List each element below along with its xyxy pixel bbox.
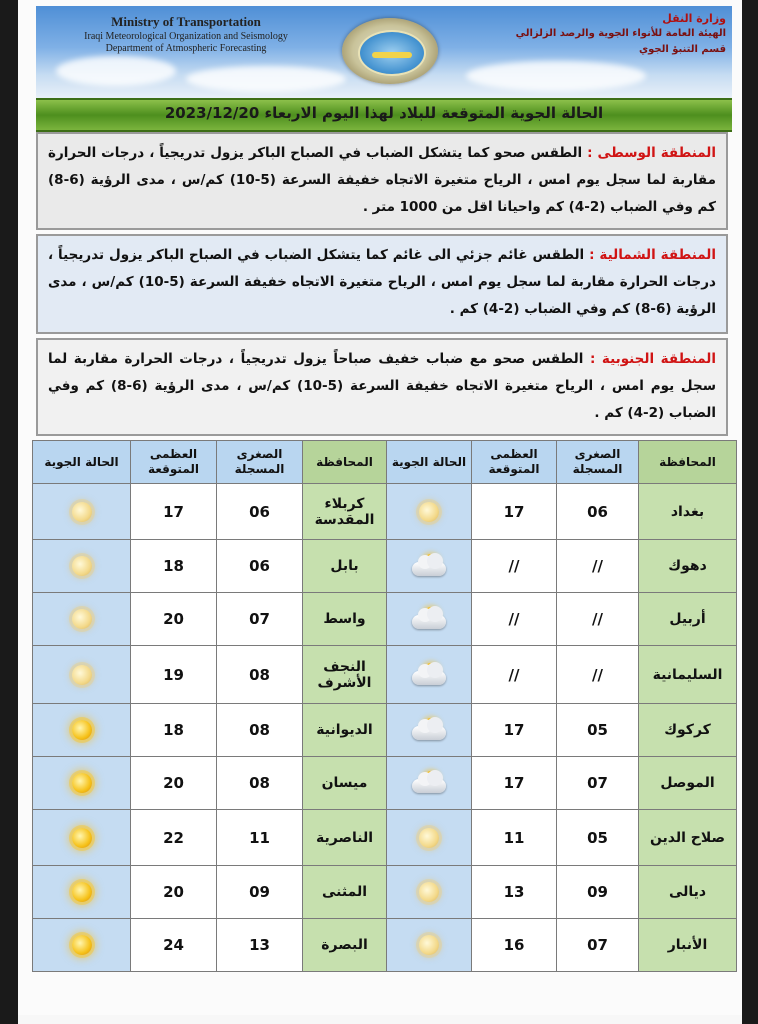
hazy-sun-icon (419, 882, 439, 902)
table-row (33, 704, 737, 757)
min-temp: // (557, 646, 639, 704)
hazy-sun-icon (419, 502, 439, 522)
max-temp: 16 (472, 919, 557, 972)
max-temp: 17 (472, 704, 557, 757)
partly-cloudy-icon (409, 604, 449, 634)
region-forecast: الطقس غائم جزئي الى غائم كما يتشكل الضباب في الصباح الباكر يزول تدريجياً ، درجات الحرارة مقاربة لما سجل يوم امس ، الرياح متغيرة الاتجاه خفيفة السرعة (5-10) كم/س ، مدى الرؤية (6-8) كم وفي الضباب (2-4) كم . (48, 247, 716, 317)
min-temp: 06 (217, 540, 303, 593)
partly-cloudy-icon (409, 660, 449, 690)
max-temp: // (472, 646, 557, 704)
header-max: العظمى المتوقعة (472, 441, 557, 484)
governorate-name: النجف الأشرف (303, 646, 387, 704)
sun-icon (62, 877, 102, 907)
ministry-name-en: Ministry of Transportation (111, 14, 261, 29)
min-temp: 07 (557, 757, 639, 810)
region-name: المنطقة الجنوبية : (589, 351, 716, 367)
header-max: العظمى المتوقعة (131, 441, 217, 484)
governorate-name: البصرة (303, 919, 387, 972)
governorate-name: الديوانية (303, 704, 387, 757)
region-name: المنطقة الشمالية : (589, 247, 716, 263)
max-temp: 11 (472, 810, 557, 866)
min-temp: 06 (557, 484, 639, 540)
min-temp: // (557, 540, 639, 593)
cloud-icon (412, 779, 446, 793)
governorate-name: ميسان (303, 757, 387, 810)
weather-state (387, 810, 472, 866)
weather-state (33, 704, 131, 757)
min-temp: 05 (557, 810, 639, 866)
max-temp: 17 (131, 484, 217, 540)
weather-state (387, 646, 472, 704)
governorate-name: كربلاء المقدسة (303, 484, 387, 540)
bulletin-title: الحالة الجوية المتوقعة للبلاد لهذا اليوم الاربعاء 2023/12/20 (164, 104, 604, 122)
cloud-icon (412, 615, 446, 629)
sun-icon (72, 720, 92, 740)
partly-cloudy-icon (409, 551, 449, 581)
organization-name-ar: الهيئة العامة للأنواء الجوية والرصد الزلزالي (515, 28, 726, 39)
pale-sun-icon (409, 930, 449, 960)
organization-logo (342, 18, 438, 84)
logo-wave (372, 52, 412, 58)
english-header (36, 14, 336, 54)
governorate-forecast-table (32, 440, 737, 972)
weather-state (387, 540, 472, 593)
header-cloud (186, 66, 346, 92)
weather-state (387, 757, 472, 810)
pale-sun-icon (409, 823, 449, 853)
sun-icon (62, 768, 102, 798)
min-temp: 13 (217, 919, 303, 972)
hazy-sun-icon (72, 609, 92, 629)
header-cloud (466, 61, 646, 91)
sun-icon (62, 823, 102, 853)
pale-sun-icon (62, 660, 102, 690)
hazy-sun-icon (419, 828, 439, 848)
header-cloud (56, 56, 176, 86)
max-temp: 18 (131, 704, 217, 757)
partly-cloudy-icon (409, 768, 449, 798)
hazy-sun-icon (72, 502, 92, 522)
header-min: الصغرى المسجلة (217, 441, 303, 484)
governorate-name: الناصرية (303, 810, 387, 866)
cloud-icon (412, 671, 446, 685)
logo-globe (358, 30, 426, 76)
min-temp: 09 (217, 866, 303, 919)
min-temp: 05 (557, 704, 639, 757)
governorate-name: بغداد (639, 484, 737, 540)
weather-state (33, 540, 131, 593)
region-north (36, 234, 728, 334)
table-row (33, 540, 737, 593)
organization-name-en: Iraqi Meteorological Organization and Seismology (84, 31, 288, 42)
max-temp: 20 (131, 757, 217, 810)
max-temp: 19 (131, 646, 217, 704)
weather-state (387, 866, 472, 919)
min-temp: 07 (557, 919, 639, 972)
table-row (33, 646, 737, 704)
weather-state (33, 646, 131, 704)
sun-icon (72, 882, 92, 902)
sun-icon (62, 715, 102, 745)
weather-state (33, 919, 131, 972)
table-header-row (33, 441, 737, 484)
department-name-ar: قسم التنبؤ الجوي (638, 44, 726, 55)
weather-state (387, 484, 472, 540)
table-row (33, 866, 737, 919)
hazy-sun-icon (72, 665, 92, 685)
max-temp: // (472, 540, 557, 593)
cloud-icon (412, 726, 446, 740)
weather-state (387, 919, 472, 972)
department-name-en: Department of Atmospheric Forecasting (105, 43, 267, 54)
region-south (36, 338, 728, 436)
min-temp: 09 (557, 866, 639, 919)
sun-icon (72, 828, 92, 848)
region-forecast: الطقس صحو كما يتشكل الضباب في الصباح الباكر يزول تدريجياً ، درجات الحرارة مقاربة لما سجل يوم امس ، الرياح متغيرة الاتجاه خفيفة السرعة (5-10) كم/س ، مدى الرؤية (6-8) كم وفي الضباب (2-4) كم واحيانا اقل من 1000 متر . (48, 145, 716, 215)
governorate-name: دهوك (639, 540, 737, 593)
header-governorate: المحافظة (303, 441, 387, 484)
governorate-name: الأنبار (639, 919, 737, 972)
min-temp: 11 (217, 810, 303, 866)
governorate-name: صلاح الدين (639, 810, 737, 866)
weather-state (33, 484, 131, 540)
min-temp: 08 (217, 704, 303, 757)
pale-sun-icon (62, 604, 102, 634)
max-temp: 24 (131, 919, 217, 972)
sun-icon (72, 935, 92, 955)
governorate-name: ديالى (639, 866, 737, 919)
weather-state (387, 593, 472, 646)
table-row (33, 757, 737, 810)
table-row (33, 919, 737, 972)
max-temp: // (472, 593, 557, 646)
min-temp: 06 (217, 484, 303, 540)
sun-icon (72, 773, 92, 793)
weather-state (33, 866, 131, 919)
min-temp: 08 (217, 646, 303, 704)
table-row (33, 484, 737, 540)
pale-sun-icon (409, 497, 449, 527)
governorate-name: واسط (303, 593, 387, 646)
governorate-name: المثنى (303, 866, 387, 919)
pale-sun-icon (62, 497, 102, 527)
header-state: الحالة الجوية (387, 441, 472, 484)
table-row (33, 593, 737, 646)
title-bar (36, 98, 732, 132)
max-temp: 22 (131, 810, 217, 866)
pale-sun-icon (409, 877, 449, 907)
weather-state (387, 704, 472, 757)
cloud-icon (412, 562, 446, 576)
max-temp: 20 (131, 593, 217, 646)
min-temp: 07 (217, 593, 303, 646)
max-temp: 20 (131, 866, 217, 919)
governorate-name: الموصل (639, 757, 737, 810)
arabic-header (486, 12, 726, 55)
min-temp: // (557, 593, 639, 646)
max-temp: 18 (131, 540, 217, 593)
max-temp: 13 (472, 866, 557, 919)
sun-icon (62, 930, 102, 960)
governorate-name: السليمانية (639, 646, 737, 704)
weather-state (33, 757, 131, 810)
min-temp: 08 (217, 757, 303, 810)
hazy-sun-icon (419, 935, 439, 955)
hazy-sun-icon (72, 556, 92, 576)
ministry-name-ar: وزارة النقل (662, 12, 726, 25)
governorate-name: أربيل (639, 593, 737, 646)
pale-sun-icon (62, 551, 102, 581)
max-temp: 17 (472, 757, 557, 810)
weather-state (33, 593, 131, 646)
region-name: المنطقة الوسطى : (587, 145, 717, 161)
table-row (33, 810, 737, 866)
region-forecast: الطقس صحو مع ضباب خفيف صباحاً يزول تدريجياً ، درجات الحرارة مقاربة لما سجل يوم امس ، الرياح متغيرة الاتجاه خفيفة السرعة (5-10) كم/س ، مدى الرؤية (6-8) كم وفي الضباب (2-4) كم . (48, 351, 716, 421)
max-temp: 17 (472, 484, 557, 540)
weather-state (33, 810, 131, 866)
governorate-name: بابل (303, 540, 387, 593)
region-central (36, 132, 728, 230)
header-governorate: المحافظة (639, 441, 737, 484)
governorate-name: كركوك (639, 704, 737, 757)
bulletin-header (36, 6, 732, 98)
partly-cloudy-icon (409, 715, 449, 745)
header-state: الحالة الجوية (33, 441, 131, 484)
header-min: الصغرى المسجلة (557, 441, 639, 484)
